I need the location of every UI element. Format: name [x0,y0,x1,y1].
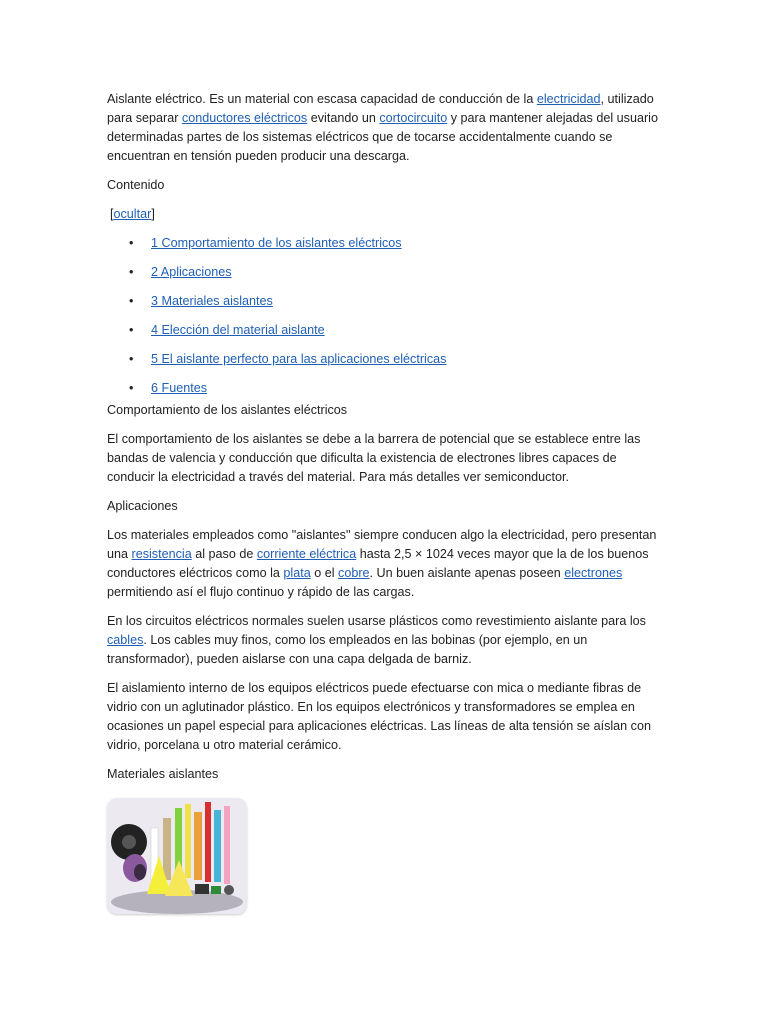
purple-roll-hole [134,864,146,880]
link-electricidad[interactable]: electricidad [536,92,601,106]
link-electrones[interactable]: electrones [564,566,623,580]
toc-list [107,234,667,401]
toc-link-aplicaciones[interactable]: 2 Aplicaciones [151,265,232,279]
green-block [211,886,221,894]
toc-bracket-open: [ [110,207,114,221]
blue-rod [214,810,221,882]
toc-title: Contenido [107,178,165,192]
red-rod [205,802,211,882]
black-block [195,884,209,894]
beige-rod [163,818,171,880]
yellow-rod [185,804,191,878]
toc-link-aislante-perfecto[interactable]: 5 El aislante perfecto para las aplicaciones eléctricas [151,352,447,366]
pink-rod [224,806,230,884]
bullet-icon: • [129,323,134,337]
section-title-comportamiento: Comportamiento de los aislantes eléctricos [107,403,348,417]
toc-link-materiales[interactable]: 3 Materiales aislantes [151,294,273,308]
app-p1-text-2: al paso de [191,547,257,561]
app-p2-text-1: En los circuitos eléctricos normales suelen usarse plásticos como revestimiento aislante para los [107,614,646,628]
small-washer [224,885,234,895]
app-p1-text-4: o el [310,566,339,580]
insulating-materials-illustration [107,798,247,914]
bullet-icon: • [129,352,134,366]
app-p1-text-6: permitiendo así el flujo continuo y rápido de las cargas. [107,585,415,599]
document-body [107,90,667,914]
intro-paragraph [107,90,667,166]
toc-bracket-close: ] [151,207,155,221]
toc-item [107,350,667,379]
behavior-paragraph: El comportamiento de los aislantes se debe a la barrera de potencial que se establece entre las bandas de valencia y conducción que dificulta la existencia de electrones libres capaces de conducir la electricidad a través del material. Para más detalles ver semiconductor. [107,432,641,484]
intro-text-4: y para mantener alejadas del usuario determinadas partes de los sistemas eléctricos que de tocarse accidentalmente cuando se encuentran en tensión pueden producir una descarga. [107,111,658,163]
app-p2-text-2: . Los cables muy finos, como los empleados en las bobinas (por ejemplo, en un transformador), pueden aislarse con una capa delgada de barniz. [107,633,588,666]
bullet-icon: • [129,236,134,250]
toc-item [107,263,667,292]
app-p1-text-5: . Un buen aislante apenas poseen [369,566,565,580]
toc-item [107,379,667,401]
bullet-icon: • [129,265,134,279]
toc-item [107,292,667,321]
link-corriente-electrica[interactable]: corriente eléctrica [256,547,357,561]
toc-item [107,321,667,350]
insulating-materials-image [107,798,247,914]
link-cables[interactable]: cables [107,633,144,647]
link-resistencia[interactable]: resistencia [131,547,192,561]
app-p1-text-3: hasta 2,5 × 1024 veces mayor que la de los buenos conductores eléctricos como la [107,547,649,580]
bullet-icon: • [129,381,134,395]
orange-rod [194,812,202,880]
section-title-aplicaciones: Aplicaciones [107,499,178,513]
black-disc-hole [122,835,136,849]
bullet-icon: • [129,294,134,308]
intro-term: Aislante eléctrico. [107,92,206,106]
link-cobre[interactable]: cobre [338,566,370,580]
toc-link-eleccion[interactable]: 4 Elección del material aislante [151,323,325,337]
intro-text-1: Es un material con escasa capacidad de conducción de la [205,92,537,106]
section-title-materiales: Materiales aislantes [107,767,219,781]
toc-link-fuentes[interactable]: 6 Fuentes [151,381,208,395]
intro-text-2: , utilizado para separar [107,92,654,125]
link-cortocircuito[interactable]: cortocircuito [379,111,448,125]
toc-toggle [110,205,667,224]
applications-paragraph-2 [107,612,667,669]
intro-text-3: evitando un [307,111,380,125]
link-conductores-electricos[interactable]: conductores eléctricos [181,111,308,125]
app-p1-text-1: Los materiales empleados como "aislantes" siempre conducen algo la electricidad, pero presentan una [107,528,657,561]
toc-hide-link[interactable]: ocultar [113,207,152,221]
toc-item [107,234,667,263]
applications-paragraph-1 [107,526,667,602]
toc-link-comportamiento[interactable]: 1 Comportamiento de los aislantes eléctricos [151,236,402,250]
link-plata[interactable]: plata [283,566,311,580]
applications-paragraph-3: El aislamiento interno de los equipos eléctricos puede efectuarse con mica o mediante fibras de vidrio con un aglutinador plástico. En los equipos electrónicos y transformadores se emplea en ocasiones un papel especial para aplicaciones eléctricas. Las líneas de alta tensión se aíslan con vidrio, porcelana u otro material cerámico. [107,681,651,752]
